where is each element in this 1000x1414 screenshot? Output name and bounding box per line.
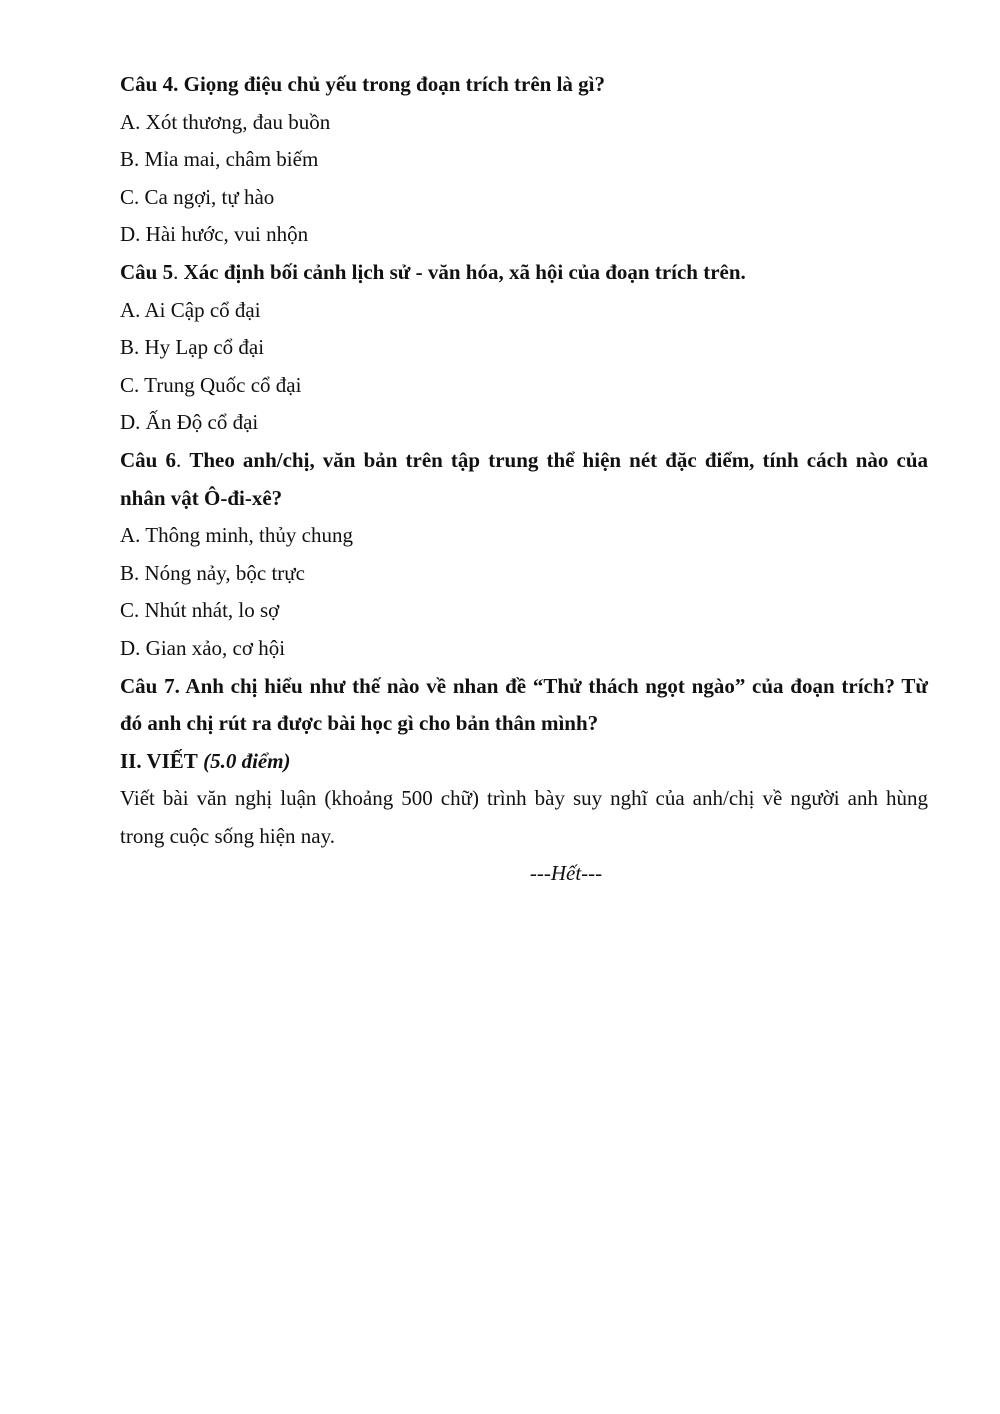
- end-dashes-left: ---: [529, 861, 551, 886]
- writing-heading: II. VIẾT: [120, 748, 198, 773]
- question-5-option-a: A. Ai Cập cổ đại: [120, 297, 261, 322]
- end-word: Hết: [550, 861, 582, 886]
- question-6-option-c: C. Nhút nhát, lo sợ: [120, 598, 280, 623]
- question-6-option-d: D. Gian xảo, cơ hội: [120, 635, 286, 660]
- question-5-sep: .: [173, 259, 184, 284]
- question-4: [120, 66, 928, 254]
- question-5: [120, 254, 928, 442]
- question-4-text: Giọng điệu chủ yếu trong đoạn trích trên là gì?: [183, 72, 606, 96]
- question-4-label: Câu 4.: [120, 72, 179, 96]
- question-5-text: Xác định bối cảnh lịch sử - văn hóa, xã hội của đoạn trích trên.: [183, 259, 746, 284]
- question-6-option-a: A. Thông minh, thủy chung: [120, 523, 353, 548]
- question-5-option-c: C. Trung Quốc cổ đại: [120, 372, 302, 397]
- question-4-stem: [120, 66, 928, 104]
- end-dashes-right: ---: [581, 861, 603, 886]
- writing-heading-line: [120, 743, 928, 781]
- question-4-option-c: C. Ca ngợi, tự hào: [120, 184, 275, 209]
- question-6-stem: [120, 442, 928, 517]
- question-6: [120, 442, 928, 668]
- question-6-sep: .: [175, 447, 190, 472]
- question-6-option-b: B. Nóng nảy, bộc trực: [120, 560, 305, 585]
- question-5-option-b: B. Hy Lạp cổ đại: [120, 335, 265, 360]
- end-marker: [204, 855, 928, 893]
- question-4-option-b: B. Mỉa mai, châm biếm: [120, 147, 319, 172]
- question-5-option-d: D. Ấn Độ cổ đại: [120, 410, 259, 435]
- question-4-option-d: D. Hài hước, vui nhộn: [120, 222, 309, 247]
- question-4-option-a: A. Xót thương, đau buồn: [120, 109, 331, 134]
- question-6-text: Theo anh/chị, văn bản trên tập trung thể hiện nét đặc điểm, tính cách nào của nhân vật Ô-đi-xê?: [120, 447, 929, 510]
- question-5-stem: [120, 254, 928, 292]
- writing-points: (5.0 điểm): [203, 748, 291, 773]
- writing-prompt: Viết bài văn nghị luận (khoảng 500 chữ) trình bày suy nghĩ của anh/chị về người anh hùng trong cuộc sống hiện nay.: [120, 786, 928, 848]
- question-7: [120, 668, 928, 743]
- exam-page: [120, 66, 928, 893]
- writing-section: [120, 743, 928, 856]
- question-5-label: Câu 5: [120, 259, 174, 284]
- question-6-label: Câu 6: [120, 447, 176, 472]
- question-7-label: Câu 7.: [120, 673, 180, 698]
- question-7-stem: [120, 668, 928, 743]
- question-7-text: Anh chị hiểu như thế nào về nhan đề “Thử thách ngọt ngào” của đoạn trích? Từ đó anh chị rút ra được bài học gì cho bản thân mình?: [120, 673, 928, 736]
